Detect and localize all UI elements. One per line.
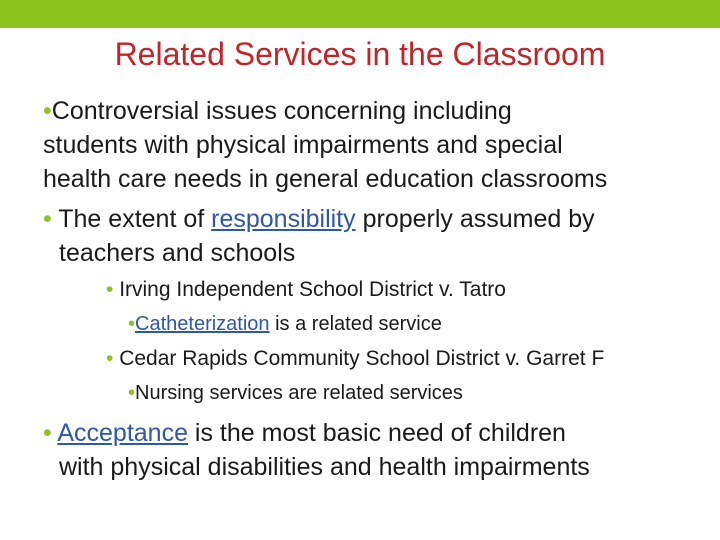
bullet-glyph: • — [106, 347, 114, 370]
bullet-glyph: • — [43, 97, 52, 125]
bullet-2-line-2: teachers and schools — [59, 239, 296, 267]
bullet-glyph: • — [128, 313, 136, 335]
acceptance-link[interactable]: Acceptance — [57, 419, 188, 447]
catheterization-text: is a related service — [269, 313, 442, 335]
sub-sub-bullet-nursing — [128, 379, 463, 407]
catheterization-link[interactable]: Catheterization — [135, 313, 270, 335]
sub-bullet-garret — [106, 345, 604, 373]
bullet-2-text-pre: The extent of — [51, 205, 212, 233]
sub-bullet-tatro-text: Irving Independent School District v. Tatro — [113, 278, 506, 301]
bullet-glyph: • — [43, 205, 52, 233]
bullet-glyph: • — [106, 278, 114, 301]
bullet-2-text-post: properly assumed by — [355, 205, 595, 233]
responsibility-link[interactable]: responsibility — [211, 205, 356, 233]
bullet-1-text: Controversial issues concerning including — [51, 97, 512, 125]
slide-title: Related Services in the Classroom — [114, 36, 606, 72]
bullet-1-line-2: students with physical impairments and special — [43, 131, 563, 159]
bullet-glyph: • — [43, 419, 52, 447]
bullet-3-text-post: is the most basic need of children — [187, 419, 566, 447]
top-accent-bar — [0, 0, 720, 28]
bullet-2-line-1 — [43, 201, 595, 237]
bullet-3-line-1 — [43, 415, 566, 451]
bullet-glyph: • — [128, 382, 136, 404]
bullet-3-line-2: with physical disabilities and health impairments — [59, 453, 590, 481]
sub-bullet-tatro — [106, 276, 506, 304]
nursing-text: Nursing services are related services — [135, 382, 463, 404]
sub-bullet-garret-text: Cedar Rapids Community School District v. Garret F — [113, 347, 605, 370]
bullet-1-line-1 — [43, 93, 512, 129]
bullet-1-line-3: health care needs in general education classrooms — [43, 165, 608, 193]
sub-sub-bullet-catheterization — [128, 310, 442, 338]
